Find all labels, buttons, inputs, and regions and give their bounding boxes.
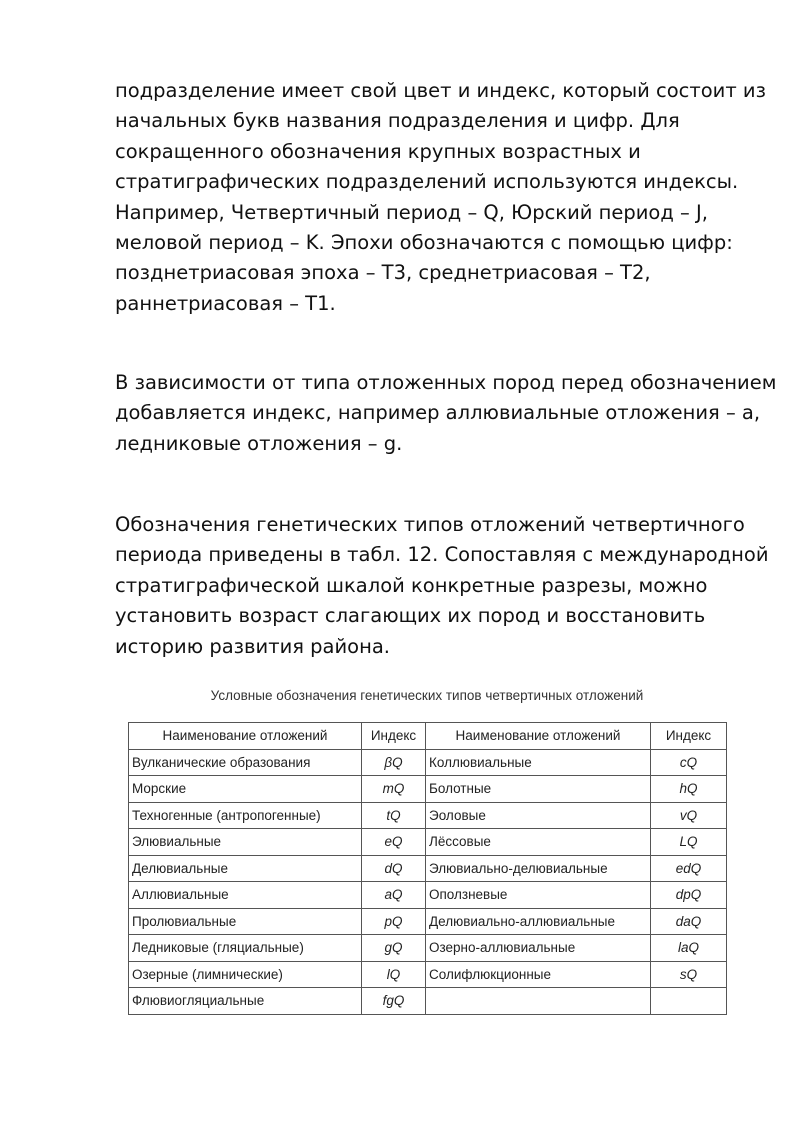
text-line: добавляется индекс, например аллювиальные отложения – a, <box>115 401 761 425</box>
deposit-index-cell: fgQ <box>362 988 426 1015</box>
deposit-index-cell: pQ <box>362 908 426 935</box>
deposit-name-cell: Аллювиальные <box>129 882 362 909</box>
deposit-name-cell: Элювиально-делювиальные <box>426 855 651 882</box>
deposit-index-cell: βQ <box>362 749 426 776</box>
deposit-name-cell: Озерно-аллювиальные <box>426 935 651 962</box>
table-row <box>129 829 727 856</box>
deposit-index-cell: daQ <box>651 908 727 935</box>
deposit-index-cell: mQ <box>362 776 426 803</box>
column-header: Индекс <box>651 723 727 750</box>
deposit-index-cell: gQ <box>362 935 426 962</box>
text-line: ледниковые отложения – g. <box>115 431 403 455</box>
paragraph-2 <box>115 368 777 459</box>
text-line: В зависимости от типа отложенных пород перед обозначением <box>115 371 777 394</box>
table-row <box>129 908 727 935</box>
deposit-name-cell: Болотные <box>426 776 651 803</box>
deposit-name-cell: Флювиогляциальные <box>129 988 362 1015</box>
table-row <box>129 802 727 829</box>
table-header-row <box>129 723 727 750</box>
paragraph-3 <box>115 510 769 662</box>
deposit-name-cell: Солифлюкционные <box>426 961 651 988</box>
table-row <box>129 855 727 882</box>
deposit-index-cell: lQ <box>362 961 426 988</box>
deposit-name-cell: Техногенные (антропогенные) <box>129 802 362 829</box>
text-line: установить возраст слагающих их пород и восстановить <box>115 604 706 628</box>
table-row <box>129 776 727 803</box>
deposit-types-table <box>128 722 727 1015</box>
deposit-index-cell: laQ <box>651 935 727 962</box>
deposit-name-cell: Морские <box>129 776 362 803</box>
deposit-name-cell: Коллювиальные <box>426 749 651 776</box>
deposit-name-cell: Лёссовые <box>426 829 651 856</box>
text-line: Обозначения генетических типов отложений четвертичного <box>115 513 745 536</box>
deposit-index-cell: vQ <box>651 802 727 829</box>
text-line: стратиграфической шкалой конкретные разрезы, можно <box>115 573 708 597</box>
deposit-index-cell: hQ <box>651 776 727 803</box>
table-caption: Условные обозначения генетических типов четвертичных отложений <box>210 688 644 703</box>
deposit-name-cell: Ледниковые (гляциальные) <box>129 935 362 962</box>
table-row <box>129 988 727 1015</box>
deposit-index-cell: aQ <box>362 882 426 909</box>
text-line: историю развития района. <box>115 634 390 658</box>
deposit-name-cell <box>426 988 651 1015</box>
deposit-name-cell: Пролювиальные <box>129 908 362 935</box>
text-line: Например, Четвертичный период – Q, Юрский период – J, <box>115 200 708 224</box>
deposit-name-cell: Эоловые <box>426 802 651 829</box>
deposit-name-cell: Делювиальные <box>129 855 362 882</box>
column-header: Наименование отложений <box>426 723 651 750</box>
table-row <box>129 935 727 962</box>
deposit-index-cell: edQ <box>651 855 727 882</box>
deposit-name-cell: Вулканические образования <box>129 749 362 776</box>
deposit-name-cell: Оползневые <box>426 882 651 909</box>
deposit-name-cell: Делювиально-аллювиальные <box>426 908 651 935</box>
text-line: подразделение имеет свой цвет и индекс, который состоит из <box>115 79 766 102</box>
deposit-index-cell: dpQ <box>651 882 727 909</box>
paragraph-1 <box>115 76 766 319</box>
table-row <box>129 882 727 909</box>
deposit-index-cell: eQ <box>362 829 426 856</box>
table-row <box>129 749 727 776</box>
deposit-index-cell: LQ <box>651 829 727 856</box>
table-row <box>129 961 727 988</box>
deposit-name-cell: Озерные (лимнические) <box>129 961 362 988</box>
text-line: меловой период – K. Эпохи обозначаются с помощью цифр: <box>115 231 733 255</box>
text-line: стратиграфических подразделений используются индексы. <box>115 170 739 194</box>
text-line: раннетриасовая – T1. <box>115 291 336 315</box>
deposit-index-cell: tQ <box>362 802 426 829</box>
deposit-name-cell: Элювиальные <box>129 829 362 856</box>
deposit-index-cell: cQ <box>651 749 727 776</box>
column-header: Индекс <box>362 723 426 750</box>
deposit-index-cell: sQ <box>651 961 727 988</box>
text-line: периода приведены в табл. 12. Сопоставляя с международной <box>115 543 769 567</box>
text-line: позднетриасовая эпоха – T3, среднетриасовая – T2, <box>115 261 651 285</box>
deposit-index-cell: dQ <box>362 855 426 882</box>
text-line: сокращенного обозначения крупных возрастных и <box>115 139 641 163</box>
column-header: Наименование отложений <box>129 723 362 750</box>
deposit-index-cell <box>651 988 727 1015</box>
text-line: начальных букв названия подразделения и цифр. Для <box>115 109 680 133</box>
